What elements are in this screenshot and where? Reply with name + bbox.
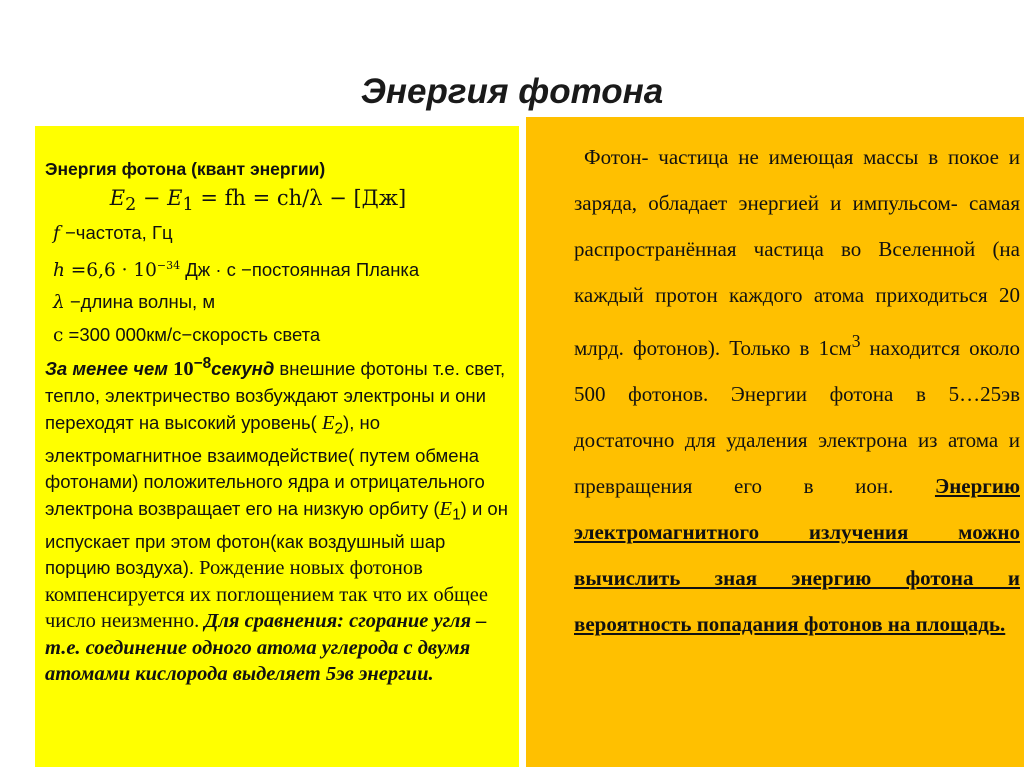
definition-planck (45, 250, 511, 287)
eq-minus: − (136, 186, 168, 210)
energy-calculation-note: Энергию электромагнитного излучения можно вычислить зная энергию фотона и вероятность попадания фотонов на площадь (574, 474, 1020, 636)
power-exponent: −8 (193, 355, 212, 373)
definition-wavelength (45, 286, 511, 319)
note-end: . (1000, 612, 1006, 636)
power-base: 10 (173, 358, 194, 381)
unit-bold: секунд (211, 358, 275, 380)
def-symbol: f (53, 223, 60, 245)
level-e1: E (439, 497, 453, 520)
def-symbol: h (53, 259, 65, 281)
def-text: =300 000км/с−скорость света (63, 323, 321, 345)
definition-frequency (45, 217, 511, 250)
def-text: Дж · с −постоянная Планка (180, 258, 420, 280)
def-symbol: с (53, 324, 64, 346)
eq-e1-sub: 1 (182, 195, 194, 216)
slide-title: Энергия фотона (360, 72, 664, 111)
formula-heading: Энергия фотона (квант энергии) (45, 159, 326, 179)
eq-e2-sub: 2 (125, 195, 137, 216)
definition-text-2: находится около 500 фотонов. Энергии фотона в 5…25эв достаточно для удаления электрона из атома и превращения его в ион. (574, 336, 1020, 498)
def-symbol: λ (53, 292, 65, 314)
def-text: −длина волны, м (64, 291, 216, 313)
conservation-text: Рождение новых фотонов компенсируется их поглощением так что их общее число неизменно. (45, 557, 488, 633)
photon-definition (574, 134, 1020, 647)
body-text-1: внешние фотоны т.е. свет, тепло, электричество возбуждают электроны и они переходят на высокий уровень( (45, 358, 506, 433)
right-panel (526, 117, 1024, 767)
cm-exponent: 3 (851, 331, 861, 351)
eq-e2: E (109, 186, 126, 210)
eq-e1: E (167, 186, 183, 210)
level-e2-sub: 2 (334, 420, 344, 438)
body-text-3: ) и он испускает при этом фотон(как воздушный шар порцию воздуха). (45, 497, 508, 579)
level-e1-sub: 1 (452, 506, 461, 524)
level-e2: E (321, 411, 335, 434)
def-text: −частота, Гц (59, 222, 173, 244)
def-exponent: −34 (156, 258, 181, 272)
def-value: =6,6 · 10 (64, 259, 157, 281)
energy-equation (45, 186, 511, 215)
intro-bold: За менее чем (45, 358, 174, 380)
definition-text-1: Фотон- частица не имеющая массы в покое и заряда, обладает энергией и импульсом- самая распространённая частица во Вселенной (на каждый протон каждого атома приходиться 20 млрд. фотонов). Только в 1см (574, 145, 1020, 360)
comparison-text: Для сравнения: сгорание угля – т.е. соединение одного атома углерода с двумя атомами кислорода выделяет 5эв энергии. (45, 610, 487, 686)
left-panel (35, 126, 519, 767)
body-text-2: ), но электромагнитное взаимодействие( путем обмена фотонами) положительного ядра и отрицательного электрона возвращает его на низкую орбиту ( (45, 411, 485, 519)
definition-light-speed (45, 319, 511, 352)
photon-explanation (45, 351, 511, 688)
eq-rest: = fh = ch/λ − [Дж] (193, 186, 407, 210)
